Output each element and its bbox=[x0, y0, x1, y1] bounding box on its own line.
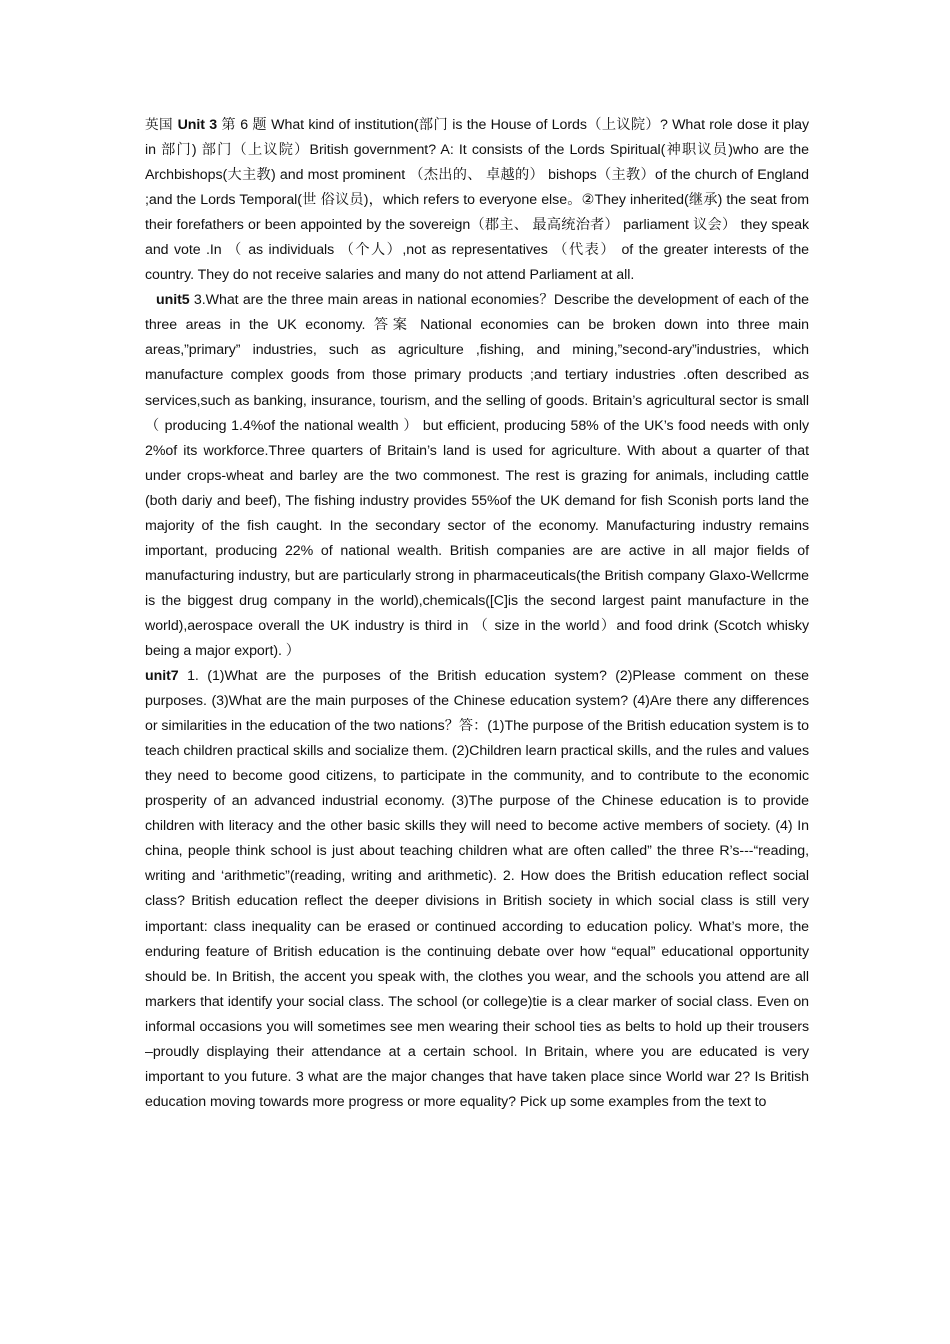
paragraph-prefix-unit3: 英国 bbox=[145, 117, 178, 133]
paragraph-unit3-question bbox=[145, 113, 809, 288]
paragraph-lead-label-unit3: Unit 3 bbox=[177, 117, 218, 133]
paragraph-lead-label-unit7: unit7 bbox=[145, 668, 179, 685]
paragraph-lead-label-unit5: unit5 bbox=[156, 292, 190, 309]
paragraph-text-unit7: 1. (1)What are the purposes of the British education system? (2)Please comment on these purposes. (3)What are the main purposes of the Chinese education system? (4)Are there any differences or similarities in the education of the two nations？答：(1)The purpose of the British education system is to teach children practical skills and socialize them. (2)Children learn practical skills, and the rules and values they need to become good citizens, to participate in the community, and to contribute to the economic prosperity of an advanced industrial economy. (3)The purpose of the Chinese education is to provide children with literacy and the other basic skills they will need to become active members of society. (4) In china, people think school is just about teaching children what are often called” the three R’s---“reading, writing and ‘arithmetic”(reading, writing and arithmetic). 2. How does the British education reflect social class? British education reflect the deeper divisions in British society in which social class is still very important: class inequality can be erased or continued according to education policy. What’s more, the enduring feature of British education is the continuing debate over how “equal” educational opportunity should be. In British, the accent you speak with, the clothes you wear, and the schools you attend are all markers that identify your social class. The school (or college)tie is a clear marker of social class. Even on informal occasions you will sometimes see men wearing their school ties as belts to hold up their trousers –proudly displaying their attendance at a certain school. In Britain, where you are educated is very important to you future. 3 what are the major changes that have taken place since World war 2? Is British education moving towards more progress or more equality? Pick up some examples from the text to bbox=[145, 668, 809, 1110]
paragraph-unit5-answer bbox=[145, 288, 809, 664]
paragraph-text-unit3: 第 6 题 What kind of institution(部门 is the House of Lords（上议院）? What role dose it play in 部门) 部门（上议院）British government? A: It consists of the Lords Spiritual(神职议员)who are the Archbishops(大主教) and most prominent （杰出的、 卓越的） bishops（主教）of the church of England ;and the Lords Temporal(世 俗议员)，which refers to everyone else。②They inherited(继承) the seat from their forefathers or been appointed by the sovereign（郡主、 最高统治者） parliament 议会） they speak and vote .In （ as individuals （个人）,not as representatives （代表） of the greater interests of the country. They do not receive salaries and many do not attend Parliament at all. bbox=[145, 117, 809, 284]
document-text-body bbox=[145, 113, 809, 1115]
paragraph-text-unit5: 3.What are the three main areas in national economies？Describe the development of each of the three areas in the UK economy. 答案 National economies can be broken down into three main areas,”primary” industries, such as agriculture ,fishing, and mining,”second-ary”industries, which manufacture complex goods from those primary products ;and tertiary industries .often described as services,such as banking, insurance, tourism, and the selling of goods. Britain’s agricultural sector is small （ producing 1.4%of the national wealth ） but efficient, producing 58% of the UK’s food needs with only 2%of its workforce.Three quarters of Britain’s land is used for agriculture. With about a quarter of that under crops-wheat and barley are the two commonest. The rest is grazing for animals, including cattle (both dariy and beef), The fishing industry provides 55%of the UK demand for fish Sconish ports land the majority of the fish caught. In the secondary sector of the economy. Manufacturing industry remains important, producing 22% of national wealth. British companies are are active in all major fields of manufacturing industry, but are particularly strong in pharmaceuticals(the British company Glaxo-Wellcrme is the biggest drug company in the world),chemicals([C]is the second largest paint manufacture in the world),aerospace overall the UK industry is third in （ size in the world）and food drink (Scotch whisky being a major export). ） bbox=[145, 292, 809, 659]
paragraph-unit7-answer bbox=[145, 664, 809, 1115]
